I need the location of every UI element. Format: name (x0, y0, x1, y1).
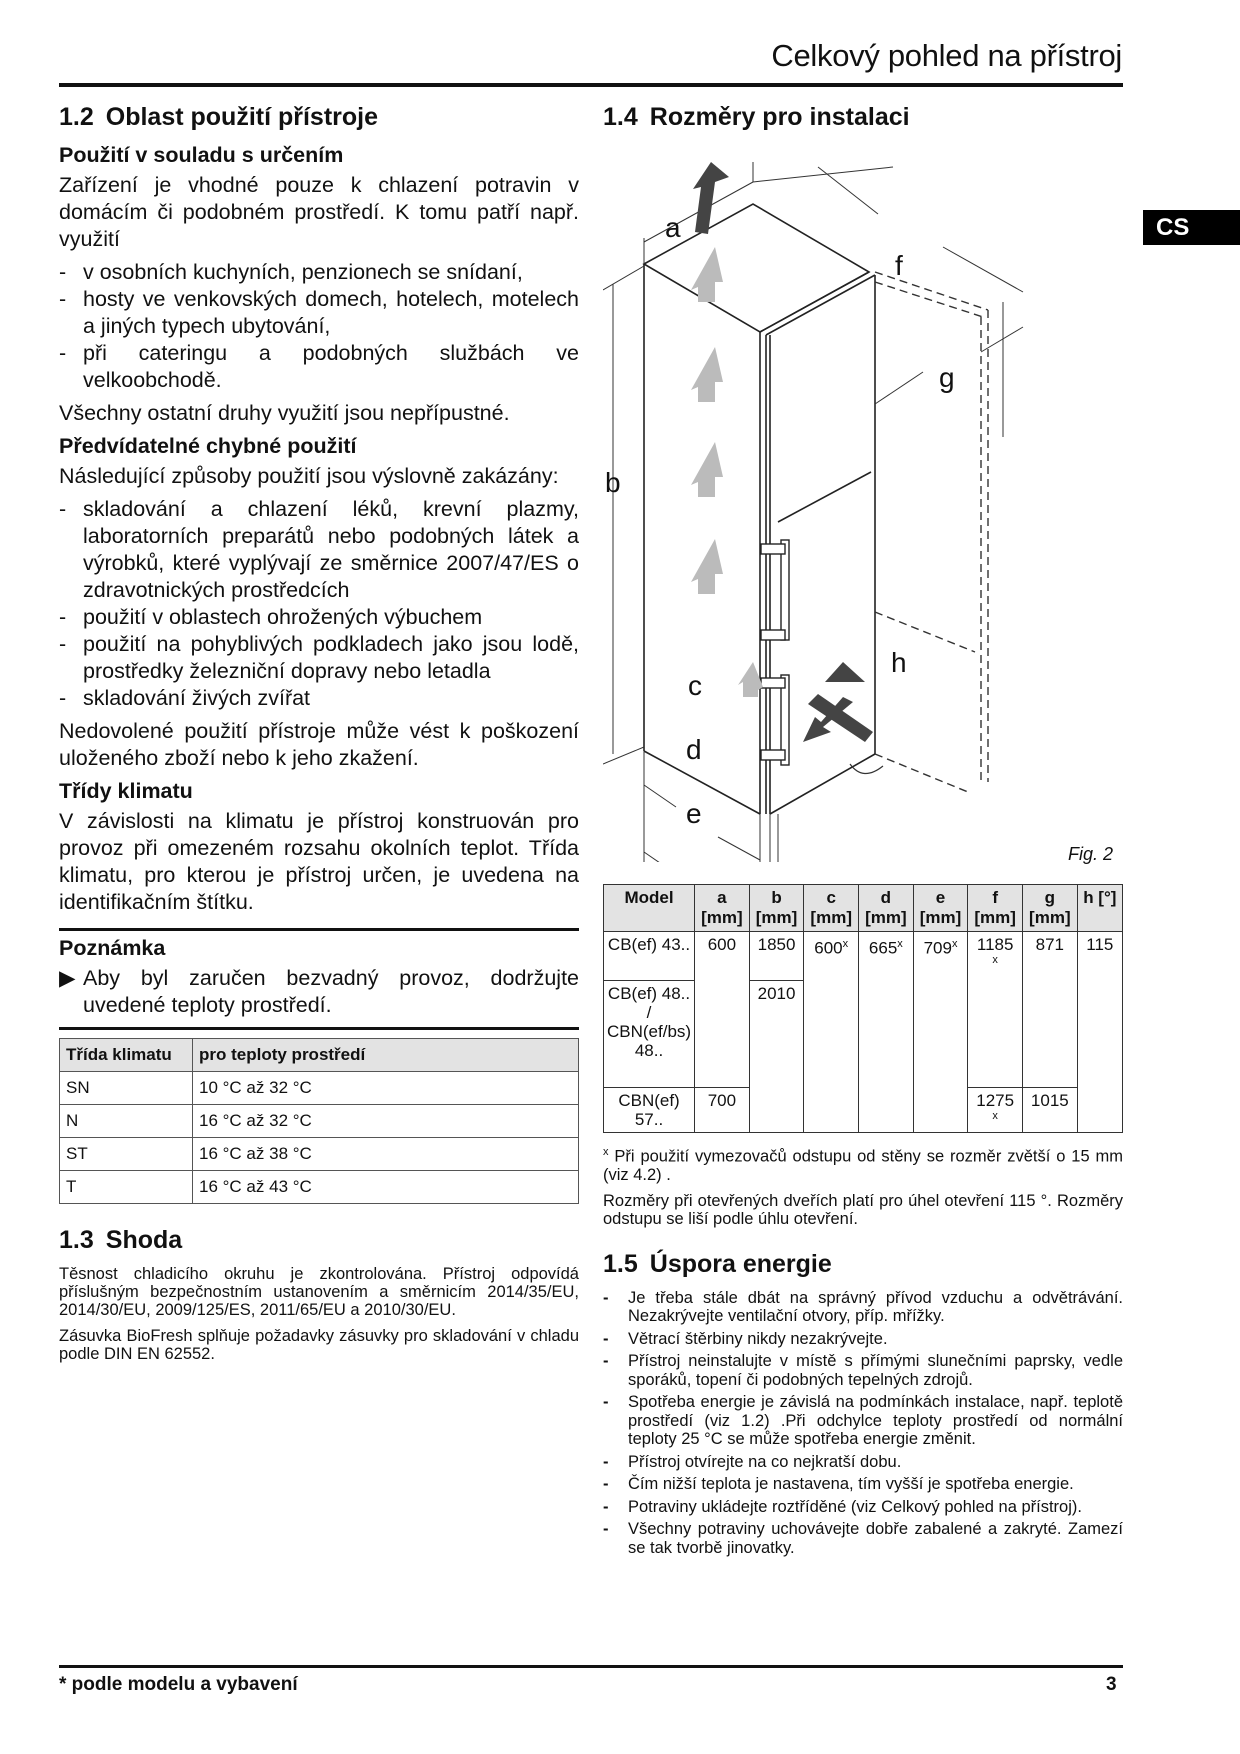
climate-text: V závislosti na klimatu je přístroj konstruován pro provoz při omezeném rozsahu okolních teplot. Třída klimatu, pro kterou je přístroj určen, je uvedena na identifikačním štítku. (59, 809, 579, 914)
dim-label-h: h (891, 647, 907, 678)
dim-label-e: e (686, 798, 702, 829)
conformity-text: Těsnost chladicího okruhu je zkontrolována. Přístroj odpovídá příslušným bezpečnostním ustanovením a směrnicím 2014/35/EU, 2014/30/EU, 2009/125/ES, 2011/65/EU a 2010/30/EU. (59, 1265, 579, 1319)
column-header-a: a [mm] (695, 885, 750, 932)
column-header-g: g [mm] (1023, 885, 1078, 932)
table-header-row (604, 885, 1123, 932)
dim-label-d: d (686, 734, 702, 765)
table-cell: 16 °C až 32 °C (193, 1105, 579, 1138)
note-heading: Poznámka (59, 936, 166, 960)
left-column (59, 103, 579, 1371)
list-item: - při cateringu a podobných službách ve velkoobchodě. (59, 340, 579, 394)
model-cell: CBN(ef) 57.. (604, 1088, 695, 1133)
list-item: - Všechny potraviny uchovávejte dobře zabalené a zakryté. Zamezí se tak tvorbě jinovatky. (603, 1520, 1123, 1557)
section-1-2-heading (59, 103, 579, 132)
energy-saving-list (603, 1289, 1123, 1558)
table-cell: 665$^x$ (859, 932, 914, 1133)
intended-use-heading: Použití v souladu s určením (59, 143, 344, 167)
table-row (60, 1171, 579, 1204)
section-number: 1.3 (59, 1226, 94, 1254)
column-header: pro teploty prostředí (193, 1039, 579, 1072)
section-1-3-heading (59, 1226, 579, 1255)
table-cell: 1185 x (968, 932, 1023, 1088)
language-tab: CS (1143, 210, 1240, 245)
table-cell: 1850 (749, 932, 804, 981)
misuse-text: Následující způsoby použití jsou výslovně zakázány: (59, 464, 559, 488)
list-item: - Větrací štěrbiny nikdy nezakrývejte. (603, 1330, 1123, 1349)
note-rule-bottom (59, 1027, 579, 1030)
misuse-closing: Nedovolené použití přístroje může vést k poškození uloženého zboží nebo k jeho zkažení. (59, 719, 579, 770)
list-item: - Je třeba stále dbát na správný přívod vzduchu a odvětrávání. Nezakrývejte ventilační otvory, příp. mřížky. (603, 1289, 1123, 1326)
table-cell: 871 (1023, 932, 1078, 1088)
dim-label-f: f (895, 250, 903, 281)
dim-label-a: a (665, 212, 681, 243)
footer-rule (59, 1665, 1123, 1668)
list-item: - Potraviny ukládejte roztříděné (viz Celkový pohled na přístroj). (603, 1498, 1123, 1517)
intended-use-text: Zařízení je vhodné pouze k chlazení potravin v domácím či podobném prostředí. K tomu patří např. využití (59, 173, 579, 251)
section-1-5-heading (603, 1250, 1123, 1279)
table-row (60, 1105, 579, 1138)
table-cell: 16 °C až 43 °C (193, 1171, 579, 1204)
column-header-model: Model (604, 885, 695, 932)
section-number: 1.4 (603, 103, 638, 131)
right-column (603, 103, 1123, 1561)
model-cell: CB(ef) 48.. / CBN(ef/bs) 48.. (604, 981, 695, 1088)
column-header-e: e [mm] (913, 885, 968, 932)
list-item: - Přístroj otvírejte na co nejkratší dobu. (603, 1453, 1123, 1472)
section-title: Úspora energie (649, 1249, 832, 1278)
note-rule (59, 928, 579, 931)
dim-label-b: b (605, 467, 621, 498)
footnote-text: $^x$ Při použití vymezovačů odstupu od stěny se rozměr zvětší o 15 mm (viz 4.2) . (603, 1146, 1123, 1184)
list-item: - skladování a chlazení léků, krevní plazmy, laboratorních preparátů nebo podobných látek a výrobků, které vyplývají ze směrnice 2007/47/ES o zdravotnických prostředcích (59, 496, 579, 604)
intended-use-list (59, 259, 579, 394)
table-cell: 10 °C až 32 °C (193, 1072, 579, 1105)
footer-note: * podle modelu a vybavení (59, 1674, 298, 1695)
table-cell: SN (60, 1072, 193, 1105)
dimensions-table (603, 884, 1123, 1133)
column-header-b: b [mm] (749, 885, 804, 932)
header-rule (59, 83, 1123, 87)
model-cell: CB(ef) 43.. (604, 932, 695, 981)
column-header-f: f [mm] (968, 885, 1023, 932)
section-title: Oblast použití přístroje (105, 103, 379, 131)
column-header-h: h [°] (1077, 885, 1122, 932)
table-cell: ST (60, 1138, 193, 1171)
list-item: - skladování živých zvířat (59, 685, 579, 712)
triangle-bullet-icon: ▶ (59, 966, 76, 990)
table-cell: 600$^x$ (804, 932, 859, 1133)
misuse-list (59, 496, 579, 712)
table-row (60, 1138, 579, 1171)
climate-heading: Třídy klimatu (59, 779, 193, 803)
table-cell: T (60, 1171, 193, 1204)
list-item: - v osobních kuchyních, penzionech se snídaní, (59, 259, 579, 286)
list-item: - hosty ve venkovských domech, hotelech, motelech a jiných typech ubytování, (59, 286, 579, 340)
figure-caption: Fig. 2 (1067, 844, 1113, 864)
table-cell: 1015 (1023, 1088, 1078, 1133)
table-row (604, 932, 1123, 981)
table-cell: 709$^x$ (913, 932, 968, 1133)
section-number: 1.5 (603, 1249, 638, 1278)
note-text: Aby byl zaručen bezvadný provoz, dodržujte uvedené teploty prostředí. (83, 966, 579, 1017)
section-title: Rozměry pro instalaci (649, 103, 910, 131)
table-header-row (60, 1039, 579, 1072)
column-header: Třída klimatu (60, 1039, 193, 1072)
section-1-4-heading (603, 103, 1123, 132)
table-cell: 600 (695, 932, 750, 1088)
table-cell: 2010 (749, 981, 804, 1133)
section-title: Shoda (105, 1226, 183, 1254)
installation-dimensions-figure (603, 142, 1123, 862)
fridge-dimension-diagram-icon (603, 142, 1123, 862)
list-item: - Spotřeba energie je závislá na podmínkách instalace, např. teplotě prostředí (viz 1.2) .Při odchylce teploty prostředí od normální teploty 25 °C se může spotřeba energie změnit. (603, 1393, 1123, 1449)
list-item: - použití v oblastech ohrožených výbuchem (59, 604, 579, 631)
table-cell: 16 °C až 38 °C (193, 1138, 579, 1171)
dim-label-g: g (939, 362, 955, 393)
list-item: - použití na pohyblivých podkladech jako jsou lodě, prostředky železniční dopravy nebo letadla (59, 631, 579, 685)
table-row (60, 1072, 579, 1105)
misuse-heading: Předvídatelné chybné použití (59, 434, 357, 458)
intended-use-closing: Všechny ostatní druhy využití jsou nepřípustné. (59, 401, 510, 425)
table-cell: 115 (1077, 932, 1122, 1133)
table-cell: 1275 x (968, 1088, 1023, 1133)
note-item (59, 965, 579, 1019)
page-number: 3 (1106, 1674, 1117, 1695)
table-cell: 700 (695, 1088, 750, 1133)
column-header-c: c [mm] (804, 885, 859, 932)
open-door-note: Rozměry při otevřených dveřích platí pro úhel otevření 115 °. Rozměry odstupu se liší podle úhlu otevření. (603, 1191, 1123, 1228)
table-cell: N (60, 1105, 193, 1138)
biofresh-text: Zásuvka BioFresh splňuje požadavky zásuvky pro skladování v chladu podle DIN EN 62552. (59, 1327, 579, 1363)
list-item: - Přístroj neinstalujte v místě s přímými slunečními paprsky, vedle sporáků, topení či podobných tepelných zdrojů. (603, 1352, 1123, 1389)
page-title: Celkový pohled na přístroj (771, 38, 1122, 73)
list-item: - Čím nižší teplota je nastavena, tím vyšší je spotřeba energie. (603, 1475, 1123, 1494)
column-header-d: d [mm] (859, 885, 914, 932)
section-number: 1.2 (59, 103, 94, 131)
climate-table (59, 1038, 579, 1204)
dim-label-c: c (688, 670, 702, 701)
